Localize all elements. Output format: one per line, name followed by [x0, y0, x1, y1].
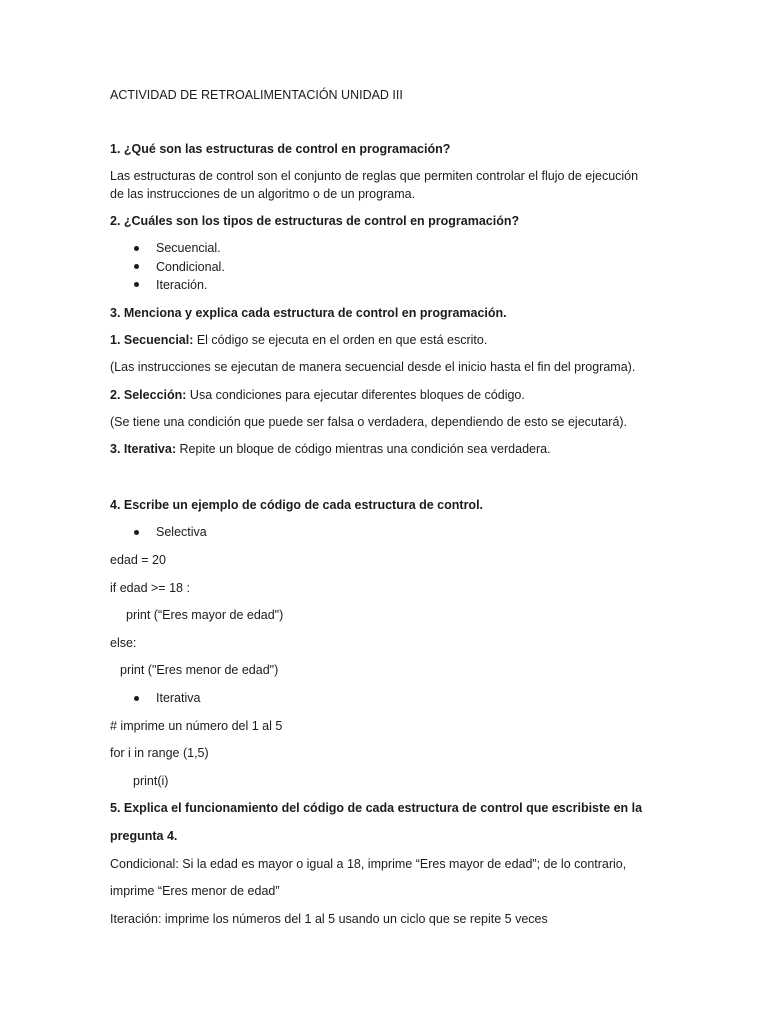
code-line: edad = 20 [110, 553, 166, 567]
answer-3-secuencial [110, 331, 487, 349]
answer-5-iteracion: Iteración: imprime los números del 1 al 5 usando un ciclo que se repite 5 veces [110, 912, 548, 926]
secuencial-label: 1. Secuencial: [110, 333, 194, 347]
bullet-dot-icon [134, 246, 139, 251]
document-title: ACTIVIDAD DE RETROALIMENTACIÓN UNIDAD III [110, 88, 403, 102]
answer-5-condicional-line-1: Condicional: Si la edad es mayor o igual a 18, imprime “Eres mayor de edad”; de lo contrario, [110, 857, 627, 871]
code-line: if edad >= 18 : [110, 581, 190, 595]
bullet-dot-icon [134, 530, 139, 535]
answer-3-iterativa [110, 440, 551, 458]
bullet-dot-icon [134, 282, 139, 287]
bullet-dot-icon [134, 264, 139, 269]
iterativa-label: 3. Iterativa: [110, 442, 177, 456]
question-2: 2. ¿Cuáles son los tipos de estructuras de control en programación? [110, 214, 520, 228]
list-item-selectiva: Selectiva [156, 525, 207, 539]
question-5-line-2: pregunta 4. [110, 829, 178, 843]
answer-5-condicional-line-2: imprime “Eres menor de edad” [110, 884, 280, 898]
answer-1-line-2: de las instrucciones de un algoritmo o de un programa. [110, 187, 416, 201]
code-line: print (“Eres mayor de edad") [126, 608, 284, 622]
list-item-condicional: Condicional. [156, 260, 225, 274]
question-5-line-1: 5. Explica el funcionamiento del código de cada estructura de control que escribiste en la [110, 801, 643, 815]
seleccion-text: Usa condiciones para ejecutar diferentes bloques de código. [186, 388, 525, 402]
answer-3-seleccion [110, 386, 525, 404]
answer-3-secuencial-note: (Las instrucciones se ejecutan de manera secuencial desde el inicio hasta el fin del programa). [110, 360, 636, 374]
code-line: else: [110, 636, 137, 650]
answer-1-line-1: Las estructuras de control son el conjunto de reglas que permiten controlar el flujo de ejecución [110, 169, 639, 183]
question-3: 3. Menciona y explica cada estructura de control en programación. [110, 306, 507, 320]
iterativa-text: Repite un bloque de código mientras una condición sea verdadera. [176, 442, 551, 456]
list-item-iteracion: Iteración. [156, 278, 208, 292]
code-line: # imprime un número del 1 al 5 [110, 719, 283, 733]
seleccion-label: 2. Selección: [110, 388, 187, 402]
code-line: print ("Eres menor de edad") [120, 663, 279, 677]
question-1: 1. ¿Qué son las estructuras de control en programación? [110, 142, 451, 156]
list-item-iterativa: Iterativa [156, 691, 201, 705]
code-line: print(i) [133, 774, 169, 788]
bullet-dot-icon [134, 696, 139, 701]
secuencial-text: El código se ejecuta en el orden en que está escrito. [193, 333, 488, 347]
list-item-secuencial: Secuencial. [156, 241, 221, 255]
code-line: for i in range (1,5) [110, 746, 209, 760]
answer-3-seleccion-note: (Se tiene una condición que puede ser falsa o verdadera, dependiendo de esto se ejecutará). [110, 415, 628, 429]
question-4: 4. Escribe un ejemplo de código de cada estructura de control. [110, 498, 484, 512]
